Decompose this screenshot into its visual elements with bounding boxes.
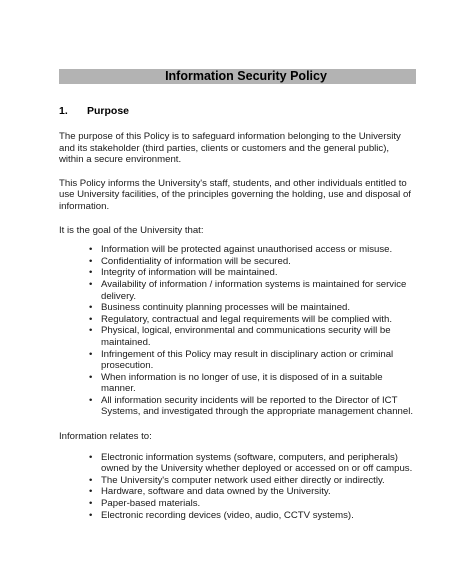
list-item <box>59 279 416 302</box>
list-item <box>59 325 416 348</box>
section-number: 1. <box>59 105 68 117</box>
list-item <box>59 349 416 372</box>
bullet-icon: • <box>89 255 93 267</box>
list-item-text: The University's computer network used either directly or indirectly. <box>101 474 385 486</box>
goal-intro: It is the goal of the University that: <box>59 224 204 236</box>
section-title: Purpose <box>87 105 130 117</box>
list-item <box>59 510 416 522</box>
bullet-icon: • <box>89 313 93 325</box>
bullet-icon: • <box>89 371 93 383</box>
list-item <box>59 452 416 475</box>
list-item-text: Confidentiality of information will be secured. <box>101 255 291 267</box>
list-item-text: Electronic recording devices (video, audio, CCTV systems). <box>101 509 354 521</box>
list-item <box>59 314 416 326</box>
bullet-icon: • <box>89 451 93 463</box>
list-item-text: Physical, logical, environmental and communications security will be maintained. <box>101 325 391 348</box>
bullet-icon: • <box>89 278 93 290</box>
informs-paragraph: This Policy informs the University's staff, students, and other individuals entitled to use University facilities, of the principles governing the holding, use and disposal of information. <box>59 177 411 212</box>
list-item-text: Information will be protected against unauthorised access or misuse. <box>101 244 393 256</box>
bullet-icon: • <box>89 394 93 406</box>
list-item-text: Availability of information / information systems is maintained for service delivery. <box>101 278 407 302</box>
list-item <box>59 486 416 498</box>
list-item-text: All information security incidents will be reported to the Director of ICT Systems, and investigated through the appropriate management channel. <box>101 394 413 418</box>
list-item <box>59 498 416 510</box>
list-item-text: When information is no longer of use, it is disposed of in a suitable manner. <box>101 371 383 395</box>
list-item-text: Infringement of this Policy may result in disciplinary action or criminal prosecution. <box>101 348 394 372</box>
list-item <box>59 475 416 487</box>
list-item <box>59 302 416 314</box>
list-item <box>59 244 416 256</box>
list-item-text: Integrity of information will be maintained. <box>101 267 278 279</box>
list-item <box>59 395 416 418</box>
list-item <box>59 256 416 268</box>
bullet-icon: • <box>89 267 93 279</box>
bullet-icon: • <box>89 486 93 498</box>
bullet-icon: • <box>89 302 93 314</box>
bullet-icon: • <box>89 325 93 337</box>
list-item-text: Electronic information systems (software, computers, and peripherals) owned by the University whether deployed or accessed on or off campus. <box>101 451 413 475</box>
list-item-text: Regulatory, contractual and legal requirements will be complied with. <box>101 313 392 325</box>
purpose-paragraph: The purpose of this Policy is to safeguard information belonging to the University and its stakeholder (third parties, clients or customers and the general public), within a secure environment. <box>59 131 401 166</box>
section-heading <box>59 105 416 117</box>
bullet-icon: • <box>89 498 93 510</box>
bullet-icon: • <box>89 244 93 256</box>
bullet-icon: • <box>89 474 93 486</box>
document-title: Information Security Policy <box>59 69 416 84</box>
policy-document <box>59 69 416 521</box>
relates-list <box>59 452 416 522</box>
relates-intro: Information relates to: <box>59 431 152 443</box>
bullet-icon: • <box>89 348 93 360</box>
list-item-text: Hardware, software and data owned by the University. <box>101 486 331 498</box>
list-item <box>59 372 416 395</box>
list-item <box>59 267 416 279</box>
list-item-text: Paper-based materials. <box>101 498 201 510</box>
list-item-text: Business continuity planning processes will be maintained. <box>101 302 351 314</box>
goals-list <box>59 244 416 418</box>
bullet-icon: • <box>89 509 93 521</box>
